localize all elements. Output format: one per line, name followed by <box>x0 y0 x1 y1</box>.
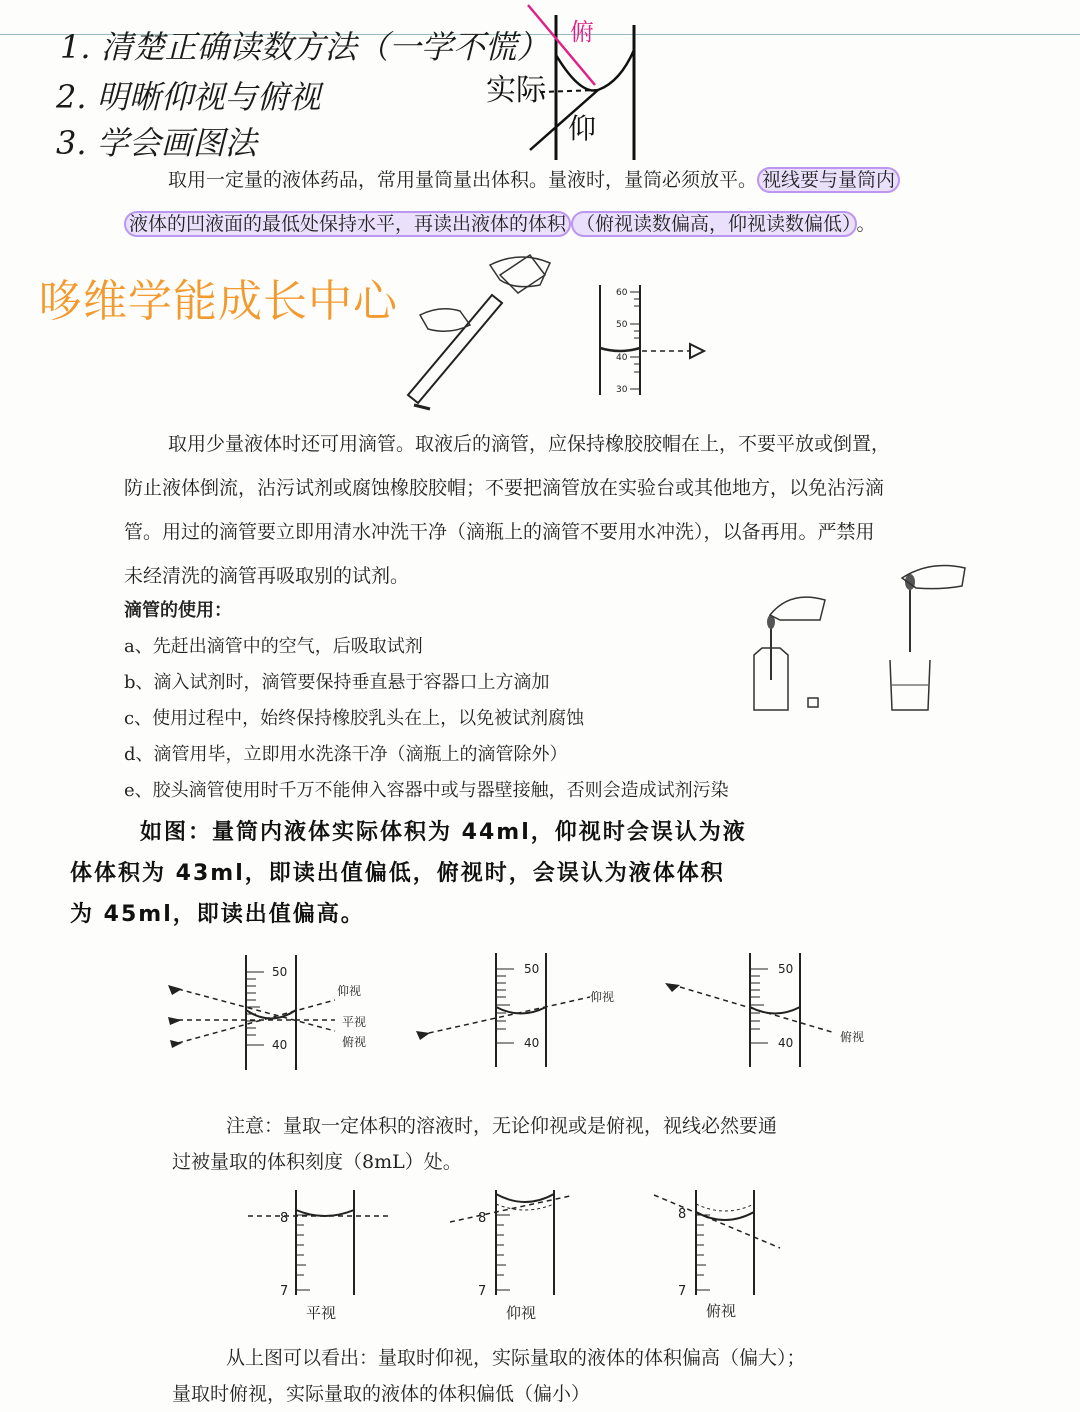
conclusion-line-2: 量取时俯视，实际量取的液体的体积偏低（偏小） <box>172 1383 591 1405</box>
note-line-1: 1. 清楚正确读数方法（一学不慌） <box>60 28 549 66</box>
dropper-item-c: c、使用过程中，始终保持橡胶乳头在上，以免被试剂腐蚀 <box>124 708 585 729</box>
dropper-item-b: b、滴入试剂时，滴管要保持垂直悬于容器口上方滴加 <box>124 672 550 693</box>
scale-tick-60: 60 <box>616 288 628 298</box>
scale-meniscus <box>600 348 640 351</box>
fig3-tick-40: 40 <box>778 1036 794 1050</box>
fu-tick-8: 8 <box>678 1207 687 1222</box>
note-line-3: 3. 学会画图法 <box>56 124 257 162</box>
fig1-label-ping: 平视 <box>342 1015 367 1029</box>
eye-level-scale-figure <box>590 280 720 405</box>
para2-line-4: 未经清洗的滴管再吸取别的试剂。 <box>124 565 410 587</box>
scale-tick-40: 40 <box>616 353 628 363</box>
para1-end: 。 <box>856 213 876 235</box>
hand-left <box>420 309 470 332</box>
note-line-1b: 注意：量取一定体积的溶液时，无论仰视或是俯视，视线必然要通 <box>226 1115 778 1137</box>
sketch-up-label: 仰 <box>568 112 597 145</box>
small-cylinder-ping <box>248 1190 390 1322</box>
bold-explanation <box>70 812 1010 935</box>
sketch-real-line <box>540 90 598 92</box>
cylinder-figure-3 <box>665 953 864 1067</box>
fig1-label-fu: 俯视 <box>342 1035 367 1049</box>
fig3-label-fu: 俯视 <box>840 1030 865 1044</box>
cylinder-figure-1 <box>168 955 366 1070</box>
fu-caption: 俯视 <box>706 1302 737 1320</box>
meniscus-sketch <box>470 0 670 165</box>
dropper-usage-title: 滴管的使用： <box>124 600 232 621</box>
dropper-illustration <box>740 560 980 720</box>
fig1-label-yang: 仰视 <box>337 984 362 998</box>
fu-tick-7: 7 <box>678 1284 687 1299</box>
watermark-brand: 哆维学能成长中心 <box>38 276 398 327</box>
eye-icon <box>690 344 704 358</box>
sketch-real-label: 实际 <box>486 73 546 108</box>
dropper-bottle <box>754 597 825 710</box>
fig2-tick-50: 50 <box>524 962 540 976</box>
para1-highlight-1: 视线要与量筒内 <box>757 167 900 193</box>
bold-line-1: 如图：量筒内液体实际体积为 44ml，仰视时会误认为液 <box>140 820 747 845</box>
para2-line-2: 防止液体倒流，沾污试剂或腐蚀橡胶胶帽；不要把滴管放在实验台或其他地方，以免沾污滴 <box>124 477 885 499</box>
para1-highlight-2: 液体的凹液面的最低处保持水平，再读出液体的体积 <box>124 211 571 237</box>
yang-tick-7: 7 <box>478 1284 487 1299</box>
ping-tick-8: 8 <box>280 1211 289 1226</box>
small-cylinder-yang <box>450 1190 570 1322</box>
fig1-tick-50: 50 <box>272 965 288 979</box>
yang-tick-8: 8 <box>478 1211 487 1226</box>
pouring-illustration <box>400 245 560 415</box>
bold-line-3: 为 45ml，即读出值偏高。 <box>70 902 365 927</box>
conclusion-line-1: 从上图可以看出：量取时仰视，实际量取的液体的体积偏高（偏大）； <box>226 1347 806 1369</box>
para1-highlight-3: （俯视读数偏高，仰视读数偏低） <box>571 211 857 237</box>
fig2-tick-40: 40 <box>524 1036 540 1050</box>
ping-tick-7: 7 <box>280 1284 289 1299</box>
note-paragraph <box>172 1108 1012 1180</box>
note-line-2: 2. 明晰仰视与俯视 <box>56 78 321 116</box>
dropper-item-d: d、滴管用毕，立即用水洗涤干净（滴瓶上的滴管除外） <box>124 744 568 765</box>
scale-tick-30: 30 <box>616 385 628 395</box>
yang-caption: 仰视 <box>506 1304 537 1322</box>
paragraph-reading-rule <box>124 158 1004 246</box>
small-cylinder-fu <box>654 1190 780 1320</box>
para2-line-1: 取用少量液体时还可用滴管。取液后的滴管，应保持橡胶胶帽在上，不要平放或倒置， <box>168 433 891 455</box>
sketch-down-label: 俯 <box>570 18 594 46</box>
ping-caption: 平视 <box>306 1304 337 1322</box>
reading-comparison-figures <box>150 945 910 1075</box>
dropper-item-a: a、先赶出滴管中的空气，后吸取试剂 <box>124 636 423 657</box>
dropper-item-e: e、胶头滴管使用时千万不能伸入容器中或与器壁接触，否则会造成试剂污染 <box>124 780 729 801</box>
cylinder-figure-2 <box>416 953 614 1067</box>
bold-line-2: 体体积为 43ml，即读出值偏低，俯视时，会误认为液体体积 <box>70 861 725 886</box>
conclusion-paragraph <box>172 1340 1032 1412</box>
scale-tick-50: 50 <box>616 320 628 330</box>
note-line-2b: 过被量取的体积刻度（8mL）处。 <box>172 1151 462 1173</box>
para2-line-3: 管。用过的滴管要立即用清水冲洗干净（滴瓶上的滴管不要用水冲洗），以备再用。严禁用 <box>124 521 875 543</box>
para1-text: 取用一定量的液体药品，常用量筒量出体积。量液时，量筒必须放平。 <box>168 169 758 191</box>
fig1-tick-40: 40 <box>272 1038 288 1052</box>
graduated-cylinder-tilted <box>408 295 502 409</box>
fig2-label-yang: 仰视 <box>590 990 615 1004</box>
volume-8ml-figures <box>240 1180 800 1325</box>
dropper-beaker <box>890 566 965 710</box>
fig3-tick-50: 50 <box>778 962 794 976</box>
